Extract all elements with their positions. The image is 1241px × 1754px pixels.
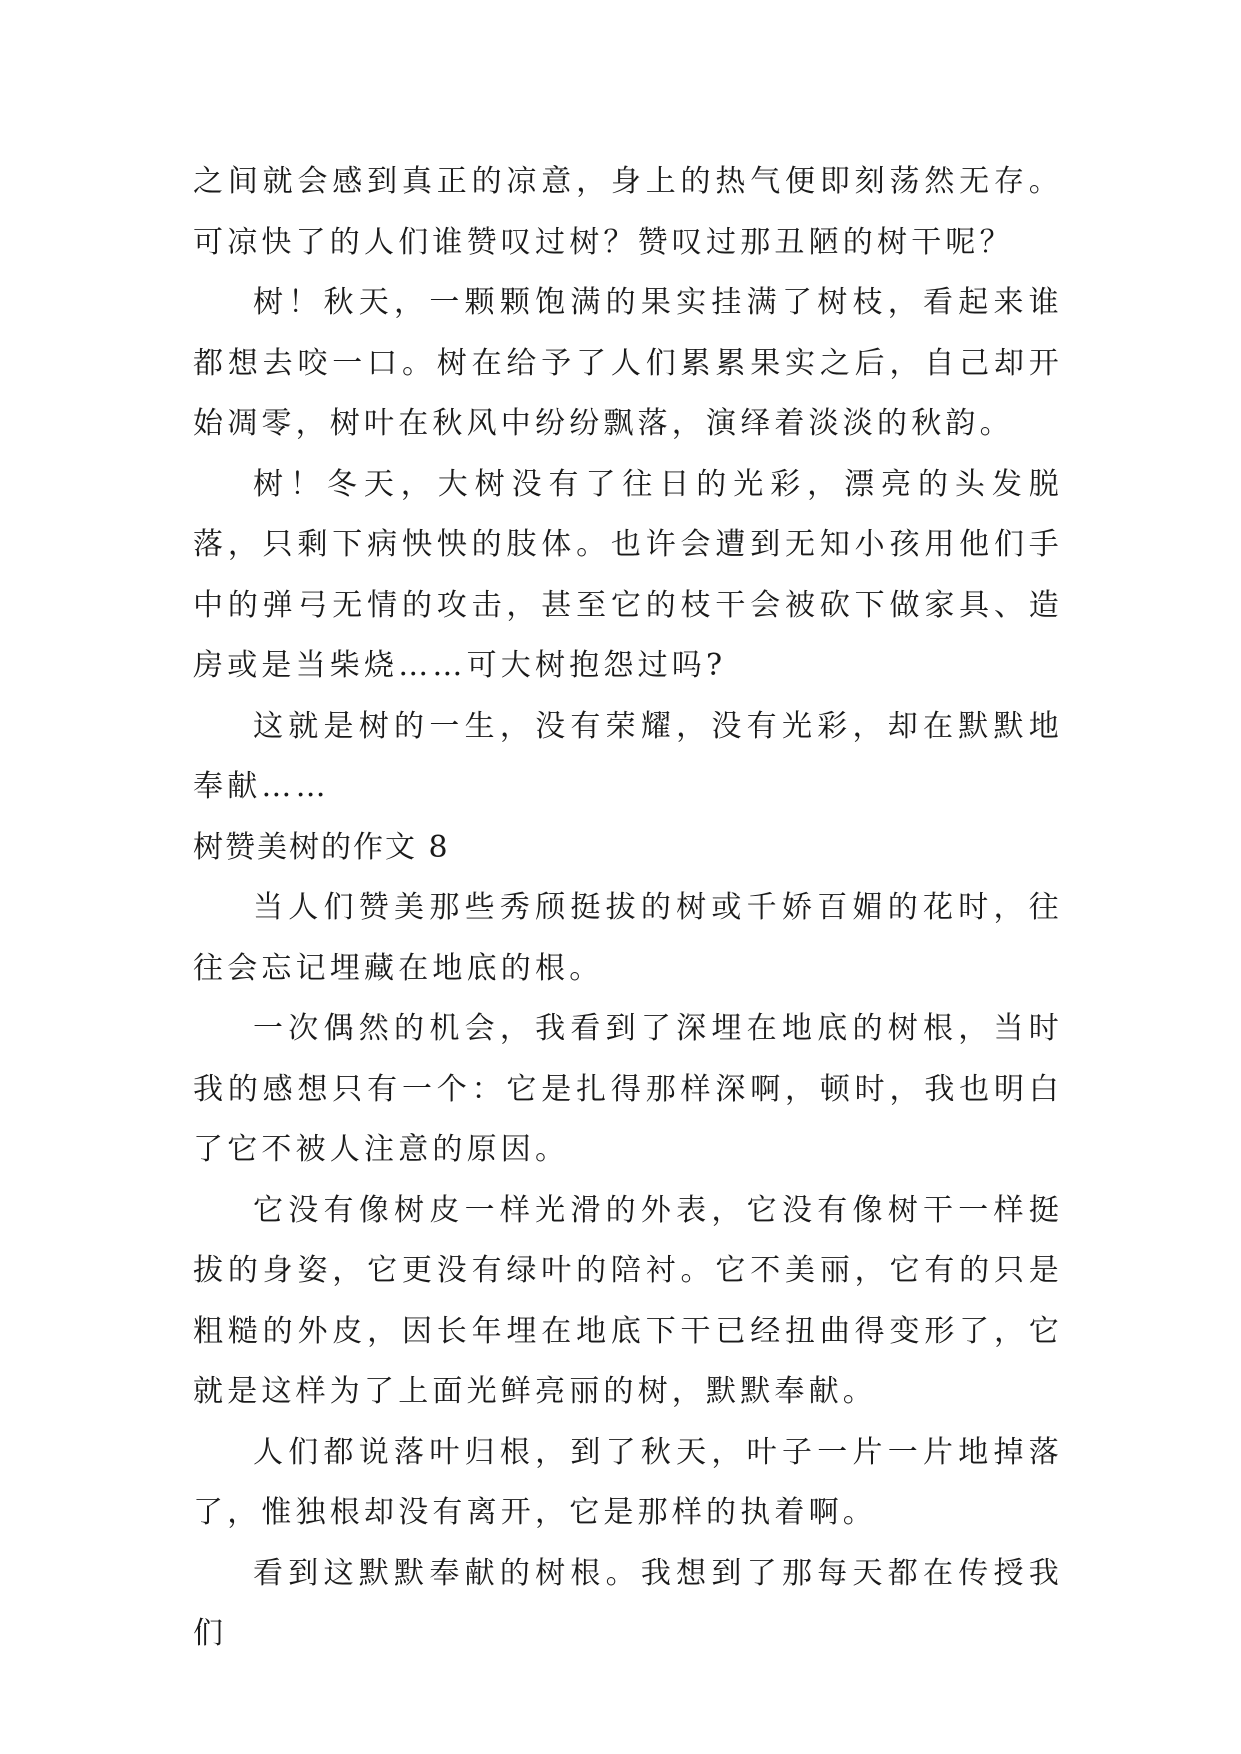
paragraph-tree-life: 这就是树的一生，没有荣耀，没有光彩，却在默默地奉献…… — [193, 708, 1063, 804]
paragraph-teacher-thought: 看到这默默奉献的树根。我想到了那每天都在传授我们 — [193, 1555, 1063, 1651]
paragraph-continuation: 之间就会感到真正的凉意，身上的热气便即刻荡然无存。可凉快了的人们谁赞叹过树？赞叹过那丑陋的树干呢？ — [193, 164, 1063, 260]
essay-heading: 树赞美树的作文 8 — [193, 829, 450, 865]
paragraph-praise-roots: 当人们赞美那些秀颀挺拔的树或千娇百媚的花时，往往会忘记埋藏在地底的根。 — [193, 890, 1063, 986]
paragraph-chance-discovery: 一次偶然的机会，我看到了深埋在地底的树根，当时我的感想只有一个：它是扎得那样深啊，顿时，我也明白了它不被人注意的原因。 — [193, 1011, 1063, 1167]
document-body — [193, 152, 1063, 1665]
paragraph-root-description: 它没有像树皮一样光滑的外表，它没有像树干一样挺拔的身姿，它更没有绿叶的陪衬。它不美丽，它有的只是粗糙的外皮，因长年埋在地底下干已经扭曲得变形了，它就是这样为了上面光鲜亮丽的树，默默奉献。 — [193, 1192, 1063, 1409]
paragraph-winter-tree: 树！冬天，大树没有了往日的光彩，漂亮的头发脱落，只剩下病怏怏的肢体。也许会遭到无知小孩用他们手中的弹弓无情的攻击，甚至它的枝干会被砍下做家具、造房或是当柴烧……可大树抱怨过吗? — [193, 466, 1063, 683]
paragraph-fallen-leaves: 人们都说落叶归根，到了秋天，叶子一片一片地掉落了，惟独根却没有离开，它是那样的执着啊。 — [193, 1434, 1063, 1530]
paragraph-autumn-tree: 树！秋天，一颗颗饱满的果实挂满了树枝，看起来谁都想去咬一口。树在给予了人们累累果实之后，自己却开始凋零，树叶在秋风中纷纷飘落，演绎着淡淡的秋韵。 — [193, 285, 1063, 441]
